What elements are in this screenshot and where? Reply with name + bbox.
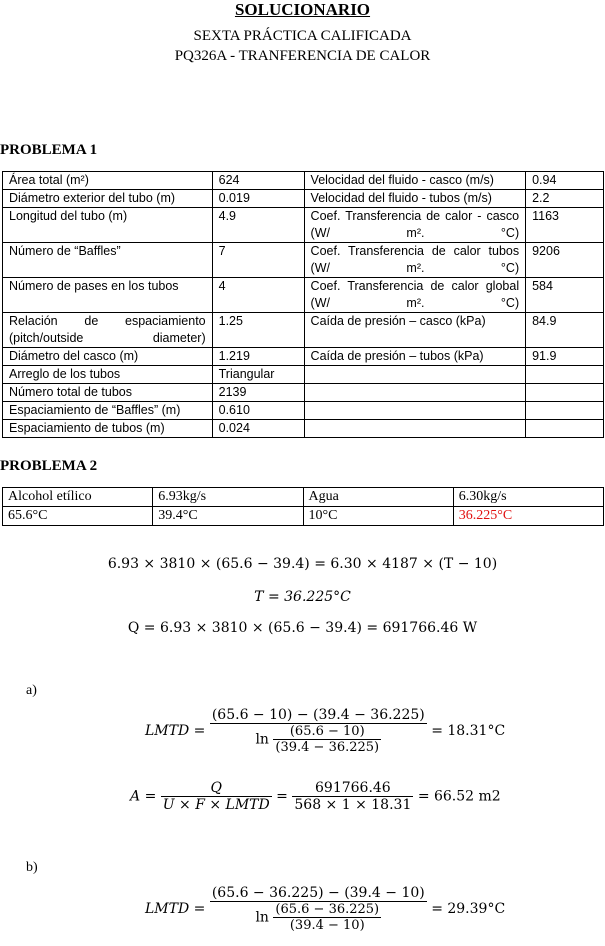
table-cell: Coef. Transferencia de calor tubos (W/ m². °C) xyxy=(304,243,526,278)
table-cell: Velocidad del fluido - tubos (m/s) xyxy=(304,190,526,208)
problem2-table xyxy=(2,487,604,526)
lmtd-a-equation: LMTD = (65.6 − 10) − (39.4 − 36.225) ln $\frac{(65.6 - 10)}{(39.4 - 36.225)}$ = 18.31°C xyxy=(145,707,506,755)
area-denominator: U × F × LMTD xyxy=(162,797,270,813)
table-cell: 91.9 xyxy=(526,348,604,366)
table-cell: Relación de espaciamiento (pitch/outside diameter) xyxy=(3,313,213,348)
lmtd-a-log-denominator: (39.4 − 36.225) xyxy=(275,740,380,755)
document-title: SOLUCIONARIO xyxy=(234,0,371,19)
table-cell xyxy=(304,366,526,384)
table-cell: 0.019 xyxy=(212,190,304,208)
lmtd-b-equation: LMTD = (65.6 − 36.225) − (39.4 − 10) ln $\frac{(65.6 - 36.225)}{(39.4 - 10)}$ = 29.39°C xyxy=(145,885,506,933)
table-cell: Caída de presión – casco (kPa) xyxy=(304,313,526,348)
table-cell xyxy=(304,384,526,402)
lmtd-b-denominator: ln $\frac{(65.6 - 36.225)}{(39.4 - 10)}$ xyxy=(210,901,427,933)
table-cell: 624 xyxy=(212,172,304,190)
lmtd-a-denominator: ln $\frac{(65.6 - 10)}{(39.4 - 36.225)}$ xyxy=(210,723,427,755)
area-numeric-denominator: 568 × 1 × 18.31 xyxy=(294,797,412,813)
table-cell: 0.94 xyxy=(526,172,604,190)
table-cell: Diámetro exterior del tubo (m) xyxy=(3,190,213,208)
table-cell: 2139 xyxy=(212,384,304,402)
table-cell: Arreglo de los tubos xyxy=(3,366,213,384)
table-cell: Diámetro del casco (m) xyxy=(3,348,213,366)
energy-balance-equation: 6.93 × 3810 × (65.6 − 39.4) = 6.30 × 4187 × (T − 10) xyxy=(107,556,498,572)
table-cell: 6.30kg/s xyxy=(453,488,603,507)
area-symbolic-fraction xyxy=(161,780,272,813)
table-cell xyxy=(526,366,604,384)
table-cell xyxy=(304,402,526,420)
table-cell: Coef. Transferencia de calor - casco (W/ m². °C) xyxy=(304,208,526,243)
table-row xyxy=(3,348,604,366)
problem1-table xyxy=(2,171,604,438)
area-result: = 66.52 m2 xyxy=(417,788,501,805)
table-cell: Espaciamiento de “Baffles” (m) xyxy=(3,402,213,420)
temperature-result-equation: T = 36.225°C xyxy=(254,589,351,605)
table-row xyxy=(3,507,604,526)
table-cell: Número total de tubos xyxy=(3,384,213,402)
table-row xyxy=(3,384,604,402)
area-numerator: Q xyxy=(210,780,222,796)
table-cell: 65.6°C xyxy=(3,507,153,526)
table-cell: 6.93kg/s xyxy=(153,488,303,507)
table-row xyxy=(3,420,604,438)
table-cell: Longitud del tubo (m) xyxy=(3,208,213,243)
part-b-label: b) xyxy=(26,860,38,875)
table-row xyxy=(3,190,604,208)
lmtd-a-result: = 18.31°C xyxy=(431,723,506,739)
table-cell: Coef. Transferencia de calor global (W/ m². °C) xyxy=(304,278,526,313)
table-cell: 39.4°C xyxy=(153,507,303,526)
table-cell: 1.219 xyxy=(212,348,304,366)
highlighted-result-cell: 36.225°C xyxy=(453,507,603,526)
part-a-label: a) xyxy=(26,683,37,698)
lmtd-a-fraction xyxy=(210,707,427,755)
lmtd-b-numerator: (65.6 − 36.225) − (39.4 − 10) xyxy=(211,885,425,901)
table-cell: 7 xyxy=(212,243,304,278)
table-cell: Alcohol etílico xyxy=(3,488,153,507)
table-cell: 84.9 xyxy=(526,313,604,348)
table-cell: 2.2 xyxy=(526,190,604,208)
table-cell: 9206 xyxy=(526,243,604,278)
table-row xyxy=(3,366,604,384)
table-cell: Área total (m²) xyxy=(3,172,213,190)
lmtd-a-log-numerator: (65.6 − 10) xyxy=(289,724,365,739)
table-cell: Número de “Baffles” xyxy=(3,243,213,278)
table-cell: 1163 xyxy=(526,208,604,243)
table-row xyxy=(3,278,604,313)
lmtd-b-fraction xyxy=(210,885,427,933)
table-cell: 584 xyxy=(526,278,604,313)
heat-duty-equation: Q = 6.93 × 3810 × (65.6 − 39.4) = 691766.46 W xyxy=(127,620,478,636)
course-title: PQ326A - TRANFERENCIA DE CALOR xyxy=(174,48,431,64)
table-cell xyxy=(526,384,604,402)
area-numeric-fraction xyxy=(292,780,413,813)
table-cell xyxy=(526,402,604,420)
table-row xyxy=(3,488,604,507)
table-cell: Número de pases en los tubos xyxy=(3,278,213,313)
lmtd-b-result: = 29.39°C xyxy=(431,901,506,917)
problem1-heading: PROBLEMA 1 xyxy=(0,142,98,158)
lmtd-b-log-numerator: (65.6 − 36.225) xyxy=(275,902,380,917)
table-cell: Triangular xyxy=(212,366,304,384)
table-cell xyxy=(526,420,604,438)
area-equation: A = $\frac{Q}{\text{U × F × LMTD}}$ = $\frac{691766.46}{568 \times 1 \times 18.31}$ = 66.52 m2 xyxy=(130,780,501,813)
table-cell: 10°C xyxy=(303,507,453,526)
temperature-symbol: T xyxy=(254,589,264,605)
table-cell: 4 xyxy=(212,278,304,313)
temperature-value: 36.225°C xyxy=(284,589,351,605)
table-cell: 4.9 xyxy=(212,208,304,243)
table-cell: 0.024 xyxy=(212,420,304,438)
table-cell: 1.25 xyxy=(212,313,304,348)
table-cell xyxy=(304,420,526,438)
table-cell: 0.610 xyxy=(212,402,304,420)
document-subtitle: SEXTA PRÁCTICA CALIFICADA xyxy=(193,28,412,44)
table-cell: Caída de presión – tubos (kPa) xyxy=(304,348,526,366)
table-cell: Velocidad del fluido - casco (m/s) xyxy=(304,172,526,190)
lmtd-a-numerator: (65.6 − 10) − (39.4 − 36.225) xyxy=(211,707,425,723)
table-row xyxy=(3,243,604,278)
table-row xyxy=(3,172,604,190)
area-numeric-numerator: 691766.46 xyxy=(315,780,391,796)
table-row xyxy=(3,208,604,243)
table-cell: Espaciamiento de tubos (m) xyxy=(3,420,213,438)
table-row xyxy=(3,402,604,420)
lmtd-b-log-denominator: (39.4 − 10) xyxy=(273,917,381,933)
problem2-heading: PROBLEMA 2 xyxy=(0,458,98,474)
table-cell: Agua xyxy=(303,488,453,507)
table-row xyxy=(3,313,604,348)
